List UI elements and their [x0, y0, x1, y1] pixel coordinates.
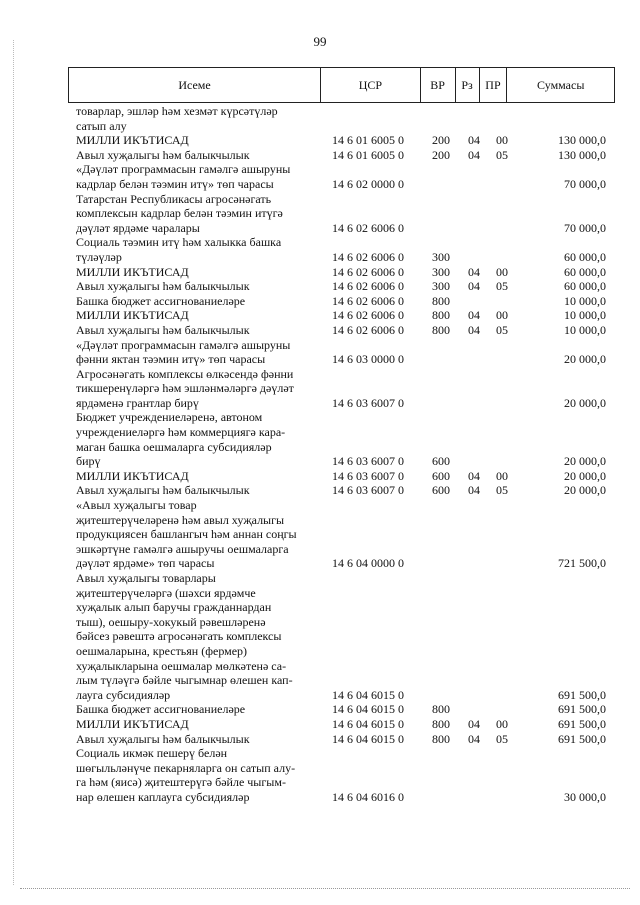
row-pr: 05	[496, 483, 508, 498]
row-name-line: «Дәүләт программасын гамәлгә ашыруны	[76, 162, 291, 177]
row-name-line: Авыл хуҗалыгы һәм балыкчылык	[76, 483, 250, 498]
row-name-line: дәүләт ярдәме чаралары	[76, 220, 200, 235]
row-name	[76, 702, 320, 717]
row-csr: 14 6 02 6006 0	[332, 264, 404, 279]
row-name	[76, 148, 320, 163]
row-sum: 691 500,0	[558, 687, 606, 702]
row-sum: 20 000,0	[564, 395, 606, 410]
row-sum: 70 000,0	[564, 176, 606, 191]
row-name-line: «Авыл хуҗалыгы товар	[76, 498, 197, 513]
row-name	[76, 162, 320, 191]
row-vr: 800	[432, 308, 450, 323]
table-row	[76, 367, 612, 411]
row-name-line: тыш), оешыру-хокукый рәвешләренә	[76, 614, 266, 629]
row-name-line: түләүләр	[76, 249, 122, 264]
row-sum: 70 000,0	[564, 220, 606, 235]
row-pr: 00	[496, 308, 508, 323]
row-name	[76, 367, 320, 411]
row-name-line: Социаль тәэмин итү һәм халыкка башка	[76, 235, 282, 250]
row-name-line: Авыл хуҗалыгы һәм балыкчылык	[76, 731, 250, 746]
row-name	[76, 279, 320, 294]
row-csr: 14 6 02 6006 0	[332, 322, 404, 337]
header-csr: ЦСР	[320, 68, 420, 102]
row-name	[76, 338, 320, 367]
table-row	[76, 162, 612, 191]
row-name-line: Социаль икмәк пешерү белән	[76, 746, 228, 761]
row-sum: 130 000,0	[558, 147, 606, 162]
row-vr: 800	[432, 322, 450, 337]
row-name-line: Авыл хуҗалыгы һәм балыкчылык	[76, 279, 250, 294]
page-number: 99	[313, 34, 327, 49]
row-csr: 14 6 02 6006 0	[332, 308, 404, 323]
row-rz: 04	[468, 716, 480, 731]
row-name-line: МИЛЛИ ИКЪТИСАД	[76, 133, 189, 148]
row-csr: 14 6 03 6007 0	[332, 395, 404, 410]
row-vr: 800	[432, 702, 450, 717]
row-pr: 05	[496, 322, 508, 337]
row-vr: 800	[432, 731, 450, 746]
row-name-line: маган башка оешмаларга субсидияләр	[76, 439, 272, 454]
row-csr: 14 6 02 6006 0	[332, 249, 404, 264]
row-csr: 14 6 04 6015 0	[332, 731, 404, 746]
row-name-line: эшкәртүне гамәлгә ашыручы оешмаларга	[76, 541, 289, 556]
row-csr: 14 6 02 6006 0	[332, 279, 404, 294]
table-row	[76, 338, 612, 367]
row-vr: 800	[432, 293, 450, 308]
header-sum: Суммасы	[506, 68, 614, 102]
row-name-line: учреждениеләргә һәм коммерциягә кара-	[76, 425, 286, 440]
row-name-line: сатып алу	[76, 118, 127, 133]
row-pr: 05	[496, 279, 508, 294]
row-name-line: га һәм (яисә) җитештерүгә бәйле чыгым-	[76, 775, 286, 790]
row-sum: 60 000,0	[564, 279, 606, 294]
row-name-line: җитештерүчеләренә һәм авыл хуҗалыгы	[76, 512, 285, 527]
row-rz: 04	[468, 279, 480, 294]
table-row	[76, 133, 612, 148]
row-name	[76, 571, 320, 702]
row-name	[76, 294, 320, 309]
row-name	[76, 483, 320, 498]
row-name-line: шөгыльләнүче пекарняларга он сатып алу-	[76, 760, 296, 775]
row-vr: 800	[432, 716, 450, 731]
row-rz: 04	[468, 322, 480, 337]
row-name-line: ярдәменә грантлар бирү	[76, 395, 199, 410]
row-csr: 14 6 03 6007 0	[332, 454, 404, 469]
row-sum: 20 000,0	[564, 454, 606, 469]
page-bottom-line	[20, 888, 630, 889]
row-name-line: комплексын кадрлар белән тәэмин итүгә	[76, 206, 283, 221]
row-csr: 14 6 04 0000 0	[332, 556, 404, 571]
row-name-line: Башка бюджет ассигнованиеләре	[76, 702, 246, 717]
row-name-line: Бюджет учреждениеләренә, автоном	[76, 410, 263, 425]
row-csr: 14 6 02 6006 0	[332, 220, 404, 235]
row-sum: 30 000,0	[564, 789, 606, 804]
row-pr: 00	[496, 716, 508, 731]
row-name-line: җитештерүчеләргә (шәхси ярдәмче	[76, 585, 256, 600]
row-name-line: «Дәүләт программасын гамәлгә ашыруны	[76, 337, 291, 352]
row-name	[76, 732, 320, 747]
scan-edge-line	[13, 40, 14, 885]
table-row	[76, 498, 612, 571]
row-name-line: Башка бюджет ассигнованиеләре	[76, 293, 246, 308]
table-row	[76, 294, 612, 309]
table-row	[76, 323, 612, 338]
row-sum: 130 000,0	[558, 133, 606, 148]
row-name-line: Авыл хуҗалыгы һәм балыкчылык	[76, 322, 250, 337]
row-csr: 14 6 01 6005 0	[332, 147, 404, 162]
header-name: Исеме	[178, 77, 211, 92]
row-name	[76, 133, 320, 148]
row-name	[76, 746, 320, 804]
row-name-line: Авыл хуҗалыгы товарлары	[76, 571, 216, 585]
row-pr: 00	[496, 264, 508, 279]
row-sum: 691 500,0	[558, 716, 606, 731]
row-csr: 14 6 04 6015 0	[332, 687, 404, 702]
table-row	[76, 192, 612, 236]
row-pr: 05	[496, 147, 508, 162]
row-name-line: бәйсез рәвештә агросәнәгать комплексы	[76, 629, 282, 644]
row-name-line: лым түләүгә бәйле чыгымнар өлешен кап-	[76, 673, 293, 688]
row-sum: 10 000,0	[564, 322, 606, 337]
row-name	[76, 235, 320, 264]
table-row	[76, 279, 612, 294]
table-row	[76, 308, 612, 323]
row-name	[76, 323, 320, 338]
table-row	[76, 410, 612, 468]
table-row	[76, 732, 612, 747]
table-row	[76, 717, 612, 732]
row-name-line: Авыл хуҗалыгы һәм балыкчылык	[76, 147, 250, 162]
row-vr: 300	[432, 279, 450, 294]
row-sum: 60 000,0	[564, 249, 606, 264]
row-name-line: тикшеренүләргә һәм эшләнмәләргә дәүләт	[76, 381, 294, 396]
row-rz: 04	[468, 468, 480, 483]
row-name-line: МИЛЛИ ИКЪТИСАД	[76, 264, 189, 279]
row-name	[76, 410, 320, 468]
row-name-line: Татарстан Республикасы агросәнәгать	[76, 191, 272, 206]
row-sum: 20 000,0	[564, 468, 606, 483]
row-name-line: хуҗалыкларына оешмалар мөлкәтенә са-	[76, 658, 287, 673]
row-csr: 14 6 03 6007 0	[332, 483, 404, 498]
table-row	[76, 483, 612, 498]
row-vr: 200	[432, 147, 450, 162]
row-sum: 721 500,0	[558, 556, 606, 571]
row-sum: 20 000,0	[564, 352, 606, 367]
row-rz: 04	[468, 147, 480, 162]
row-name	[76, 265, 320, 280]
table-row	[76, 235, 612, 264]
table-row	[76, 265, 612, 280]
row-name-line: бирү	[76, 454, 101, 469]
row-name	[76, 192, 320, 236]
row-name-line: дәүләт ярдәме» төп чарасы	[76, 556, 215, 571]
row-name-line: Агросәнәгать комплексы өлкәсендә фәнни	[76, 366, 294, 381]
row-vr: 300	[432, 264, 450, 279]
row-csr: 14 6 02 0000 0	[332, 176, 404, 191]
row-csr: 14 6 04 6015 0	[332, 716, 404, 731]
row-rz: 04	[468, 308, 480, 323]
row-sum: 691 500,0	[558, 731, 606, 746]
row-name-line: фәнни яктан тәэмин итү» төп чарасы	[76, 352, 266, 367]
row-name-line: кадрлар белән тәэмин итү» төп чарасы	[76, 176, 274, 191]
row-name-line: лауга субсидияләр	[76, 687, 171, 702]
row-name-line: МИЛЛИ ИКЪТИСАД	[76, 308, 189, 323]
table-row	[76, 104, 612, 133]
row-vr: 300	[432, 249, 450, 264]
row-csr: 14 6 04 6015 0	[332, 702, 404, 717]
table-row	[76, 746, 612, 804]
row-rz: 04	[468, 133, 480, 148]
row-sum: 10 000,0	[564, 308, 606, 323]
row-vr: 200	[432, 133, 450, 148]
row-vr: 600	[432, 483, 450, 498]
row-name-line: оешмаларына, крестьян (фермер)	[76, 643, 248, 658]
row-vr: 600	[432, 468, 450, 483]
table-row	[76, 469, 612, 484]
table-row	[76, 571, 612, 702]
row-vr: 600	[432, 454, 450, 469]
table-header	[68, 67, 615, 103]
row-csr: 14 6 03 6007 0	[332, 468, 404, 483]
table-body	[76, 104, 612, 805]
row-csr: 14 6 02 6006 0	[332, 293, 404, 308]
row-name-line: МИЛЛИ ИКЪТИСАД	[76, 468, 189, 483]
table-row	[76, 702, 612, 717]
row-sum: 10 000,0	[564, 293, 606, 308]
row-csr: 14 6 03 0000 0	[332, 352, 404, 367]
header-rz: Рз	[455, 68, 479, 102]
row-name-line: хуҗалык алып баручы гражданнардан	[76, 600, 272, 615]
row-pr: 00	[496, 133, 508, 148]
table-row	[76, 148, 612, 163]
row-name-line: продукциясен башлангыч һәм аннан соңгы	[76, 527, 297, 542]
row-rz: 04	[468, 731, 480, 746]
row-name-line: товарлар, эшләр һәм хезмәт күрсәтүләр	[76, 104, 278, 118]
row-sum: 20 000,0	[564, 483, 606, 498]
row-csr: 14 6 04 6016 0	[332, 789, 404, 804]
row-pr: 00	[496, 468, 508, 483]
row-name	[76, 469, 320, 484]
row-sum: 691 500,0	[558, 702, 606, 717]
row-pr: 05	[496, 731, 508, 746]
row-name-line: МИЛЛИ ИКЪТИСАД	[76, 716, 189, 731]
header-pr: ПР	[479, 68, 507, 102]
row-name	[76, 104, 320, 133]
header-vr: ВР	[420, 68, 455, 102]
row-rz: 04	[468, 264, 480, 279]
row-sum: 60 000,0	[564, 264, 606, 279]
row-rz: 04	[468, 483, 480, 498]
row-name	[76, 498, 320, 571]
row-name	[76, 717, 320, 732]
row-csr: 14 6 01 6005 0	[332, 133, 404, 148]
row-name-line: нар өлешен каплауга субсидияләр	[76, 789, 250, 804]
row-name	[76, 308, 320, 323]
